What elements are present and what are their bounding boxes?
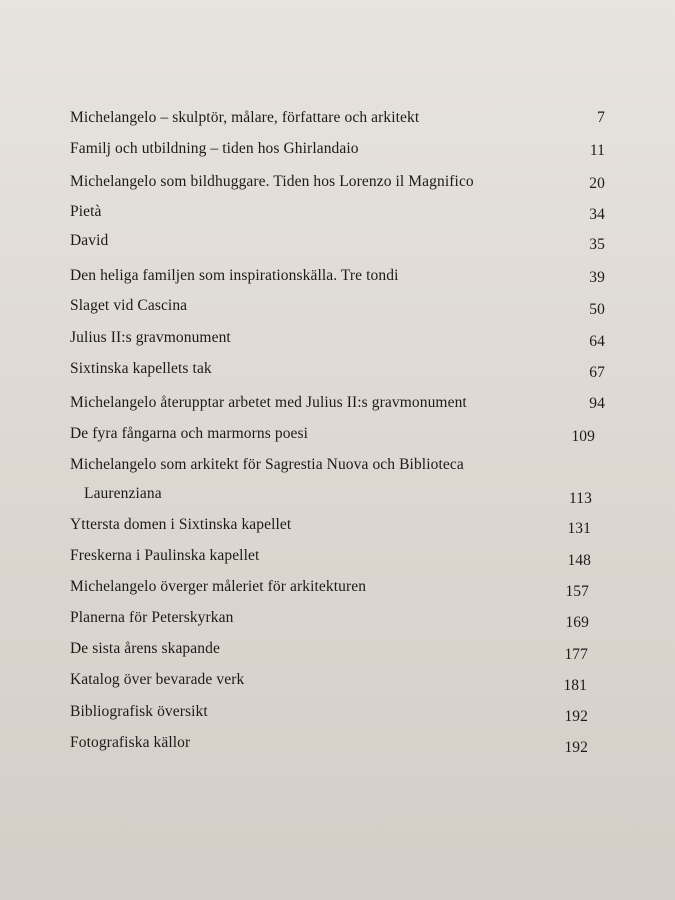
toc-entry-page: 67	[589, 364, 605, 381]
toc-entry	[70, 733, 605, 756]
toc-entry	[70, 202, 605, 222]
toc-entry-page: 192	[564, 739, 588, 756]
toc-entry-title: David	[70, 232, 109, 249]
toc-entry-title: Yttersta domen i Sixtinska kapellet	[70, 516, 292, 533]
toc-entry	[70, 608, 605, 631]
toc-entry	[70, 546, 605, 569]
toc-entry-page: 113	[569, 490, 592, 507]
toc-entry	[70, 702, 605, 725]
toc-entry-page: 181	[563, 677, 587, 694]
toc-entry	[70, 139, 605, 159]
toc-entry	[70, 639, 605, 663]
toc-entry	[70, 455, 605, 507]
toc-entry-page: 35	[589, 236, 605, 253]
toc-entry-page: 109	[571, 428, 595, 445]
toc-entry-page: 34	[589, 206, 605, 223]
toc-entry-title: Michelangelo överger måleriet för arkitekturen	[70, 578, 367, 595]
toc-entry-page: 7	[597, 109, 605, 126]
toc-entry-title: Michelangelo som bildhuggare. Tiden hos Lorenzo il Magnifico	[70, 173, 474, 190]
toc-entry-title-continuation: Laurenziana	[84, 485, 162, 502]
toc-entry	[70, 296, 605, 316]
toc-entry-title: Pietà	[70, 203, 102, 220]
toc-entry-title: Familj och utbildning – tiden hos Ghirlandaio	[70, 140, 359, 157]
toc-entry-page: 94	[589, 395, 605, 412]
toc-entry-title: Michelangelo som arkitekt för Sagrestia Nuova och Biblioteca	[70, 456, 464, 473]
toc-entry-title: Fotografiska källor	[70, 734, 191, 751]
toc-entry	[70, 231, 605, 251]
toc-entry	[70, 172, 605, 192]
toc-entry-title: Julius II:s gravmonument	[70, 329, 231, 346]
toc-entry-page: 177	[564, 646, 588, 663]
toc-entry-page: 50	[589, 301, 605, 318]
toc-entry-title: Den heliga familjen som inspirationskälla. Tre tondi	[70, 267, 399, 284]
toc-entry	[70, 577, 605, 600]
toc-entry-page: 157	[565, 583, 589, 600]
toc-entry	[70, 515, 605, 535]
toc-entry	[70, 328, 605, 348]
toc-entry-title: Bibliografisk översikt	[70, 703, 208, 720]
toc-entry-title: Sixtinska kapellets tak	[70, 360, 212, 377]
toc-entry-title: De fyra fångarna och marmorns poesi	[70, 425, 309, 442]
toc-entry	[70, 108, 605, 128]
toc-entry-title: Michelangelo återupptar arbetet med Julius II:s gravmonument	[70, 394, 467, 411]
toc-entry-title: Freskerna i Paulinska kapellet	[70, 547, 260, 564]
toc-entry-title: Slaget vid Cascina	[70, 297, 188, 314]
toc-entry-title: Planerna för Peterskyrkan	[70, 609, 234, 626]
toc-entry-title: Michelangelo – skulptör, målare, författare och arkitekt	[70, 109, 420, 126]
toc-entry-page: 148	[567, 552, 591, 569]
toc-entry-page: 20	[589, 175, 605, 192]
toc-entry-page: 169	[565, 614, 589, 631]
toc-entry	[70, 393, 605, 413]
toc-entry	[70, 359, 605, 379]
toc-entry-title: De sista årens skapande	[70, 640, 220, 657]
toc-entry-page: 131	[567, 520, 591, 537]
toc-entry	[70, 424, 605, 444]
toc-entry-page: 39	[589, 269, 605, 286]
toc-entry	[70, 670, 605, 694]
toc-entry-page: 64	[589, 333, 605, 350]
toc-entry-page: 11	[589, 142, 605, 159]
toc-entry-page: 192	[564, 708, 588, 725]
toc-entry-title: Katalog över bevarade verk	[70, 671, 245, 688]
toc-entry	[70, 266, 605, 286]
